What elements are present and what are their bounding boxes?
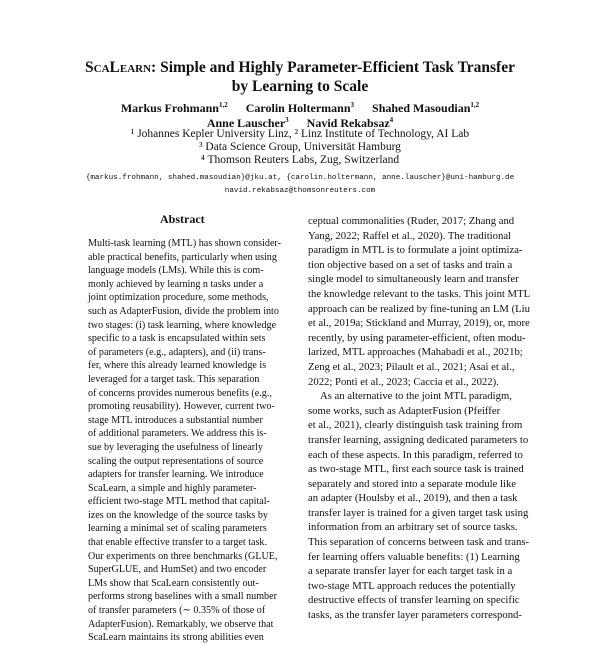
text-line: stage MTL introduces a substantial number bbox=[88, 414, 263, 426]
text-line: monly achieved by learning n tasks under a bbox=[88, 278, 264, 290]
text-line: adapters for transfer learning. We introduce bbox=[88, 469, 264, 481]
text-line: some works, such as AdapterFusion (Pfeiffer bbox=[308, 404, 501, 417]
text-line: of concerns provides numerous benefits (e.g., bbox=[88, 387, 272, 399]
email-line1: {markus.frohmann, shahed.masoudian}@jku.at, {carolin.holtermann, anne.lauscher}@uni-hamburg.de bbox=[85, 174, 515, 182]
title-method-name: ScaLearn bbox=[85, 59, 152, 76]
author-affiliation-mark: 1,2 bbox=[470, 101, 480, 109]
text-line: able practical benefits, particularly when using bbox=[88, 251, 277, 263]
author-affiliation-mark: 3 bbox=[350, 101, 355, 109]
text-line: two stages: (i) task learning, where knowledge bbox=[88, 319, 277, 331]
affiliation-2: ³ Data Science Group, Universität Hamburg bbox=[199, 141, 401, 153]
author-affiliation-mark: 1,2 bbox=[218, 101, 228, 109]
text-line: transfer learning, assigning dedicated parameters to bbox=[308, 433, 529, 446]
text-line: et al., 2021), clearly distinguish task training from bbox=[308, 419, 523, 432]
text-line: transfer layer is trained for a given target task using bbox=[308, 506, 529, 519]
text-line: ceptual commonalities (Ruder, 2017; Zhang and bbox=[308, 215, 515, 227]
text-line: approach can be realized by fine-tuning an LM (Liu bbox=[308, 302, 530, 315]
text-line: of additional parameters. We address this is- bbox=[88, 428, 267, 440]
text-line: each of these aspects. In this paradigm, referred to bbox=[308, 448, 523, 461]
text-line: scaling the output representations of source bbox=[88, 455, 264, 467]
text-line: Multi-task learning (MTL) has shown consider- bbox=[88, 238, 281, 249]
text-line: leveraged for a target task. This separation bbox=[88, 373, 260, 385]
author-affiliation-mark: 3 bbox=[285, 116, 289, 124]
abstract-text bbox=[88, 237, 281, 645]
text-line: as two-stage MTL, first each source task is trained bbox=[308, 463, 524, 476]
affiliation-1: ¹ Johannes Kepler University Linz, ² Linz Institute of Technology, AI Lab bbox=[130, 128, 470, 140]
text-line: learning a minimal set of scaling parameters bbox=[88, 523, 267, 535]
text-line: joint optimization procedure, some methods, bbox=[88, 292, 269, 304]
text-line: specific to a task is encapsulated within sets bbox=[88, 333, 266, 345]
author-affiliation-mark: 4 bbox=[389, 116, 394, 124]
abstract-heading: Abstract bbox=[160, 212, 205, 226]
affiliation-3: ⁴ Thomson Reuters Labs, Zug, Switzerland bbox=[200, 154, 400, 166]
text-line: information from an arbitrary set of source tasks. bbox=[308, 521, 518, 534]
text-line: fer learning offers valuable benefits: (1) Learning bbox=[308, 550, 520, 563]
text-line: that enable effective transfer to a target task. bbox=[88, 537, 267, 549]
text-line: an adapter (Houlsby et al., 2019), and then a task bbox=[308, 492, 518, 505]
text-line: performs strong baselines with a small number bbox=[88, 591, 277, 603]
text-line: AdapterFusion). Remarkably, we observe that bbox=[88, 618, 274, 630]
text-line: larized, MTL approaches (Mahabadi et al., 2021b; bbox=[308, 346, 523, 359]
text-line: As an alternative to the joint MTL paradigm, bbox=[320, 390, 512, 403]
paper-title-line1 bbox=[0, 58, 600, 78]
text-line: recently, by using parameter-efficient, often modu- bbox=[308, 331, 526, 344]
text-line: language models (LMs). While this is com- bbox=[88, 265, 264, 277]
text-line: tasks, as the transfer layer parameters correspond- bbox=[308, 609, 522, 622]
author-name: Carolin Holtermann$^3$ bbox=[245, 101, 355, 115]
introduction-text bbox=[308, 214, 530, 623]
text-line: separately and stored into a separate module like bbox=[308, 477, 517, 490]
author-name: Anne Lauscher$^3$ bbox=[206, 116, 289, 130]
text-line: two-stage MTL approach reduces the potentially bbox=[308, 579, 516, 592]
text-line: Zeng et al., 2023; Pilault et al., 2021; Asai et al., bbox=[308, 360, 515, 373]
text-line: paradigm in MTL is to formulate a joint optimiza- bbox=[308, 244, 523, 257]
text-line: the knowledge relevant to the tasks. This joint MTL bbox=[308, 287, 531, 300]
text-line: sue by leveraging the usefulness of linearly bbox=[88, 441, 263, 453]
author-name: Shahed Masoudian$^{1,2}$ bbox=[372, 101, 480, 115]
author-name: Markus Frohmann$^{1,2}$ bbox=[120, 101, 228, 115]
text-line: SuperGLUE, and HumSet) and two encoder bbox=[88, 564, 267, 576]
text-line: destructive effects of transfer learning on specific bbox=[308, 594, 520, 607]
text-line: 2022; Ponti et al., 2023; Caccia et al., 2022). bbox=[308, 375, 499, 388]
text-line: efficient two-stage MTL method that capital- bbox=[88, 496, 270, 508]
text-line: fer, where this already learned knowledge is bbox=[88, 360, 267, 372]
text-line: of transfer parameters (∼ 0.35% of those of bbox=[88, 605, 266, 617]
author-name: Navid Rekabsaz$^4$ bbox=[306, 116, 394, 130]
text-line: LMs show that ScaLearn consistently out- bbox=[88, 577, 259, 589]
text-line: promoting reusability). However, current two- bbox=[88, 401, 275, 413]
text-line: This separation of concerns between task and trans- bbox=[308, 536, 530, 549]
text-line: izes on the knowledge of the source tasks by bbox=[88, 509, 268, 521]
text-line: ScaLearn maintains its strong abilities even bbox=[88, 632, 264, 644]
email-line2: navid.rekabsaz@thomsonreuters.com bbox=[224, 187, 376, 195]
text-line: ScaLearn, a simple and highly parameter- bbox=[88, 482, 257, 494]
text-line: such as AdapterFusion, divide the problem into bbox=[88, 305, 279, 317]
text-line: tion objective based on a set of tasks and train a bbox=[308, 258, 513, 271]
text-line: single model to simultaneously learn and transfer bbox=[308, 273, 519, 286]
title-rest: : Simple and Highly Parameter-Efficient Task Transfer bbox=[151, 59, 515, 76]
text-line: a separate transfer layer for each target task in a bbox=[308, 565, 513, 578]
text-line: Yang, 2022; Raffel et al., 2020). The traditional bbox=[308, 229, 512, 242]
paper-title-line2: by Learning to Scale bbox=[231, 78, 369, 95]
text-line: of parameters (e.g., adapters), and (ii) trans- bbox=[88, 346, 266, 358]
text-line: et al., 2019a; Stickland and Murray, 2019), or, more bbox=[308, 317, 530, 330]
text-line: Our experiments on three benchmarks (GLUE, bbox=[88, 550, 278, 562]
